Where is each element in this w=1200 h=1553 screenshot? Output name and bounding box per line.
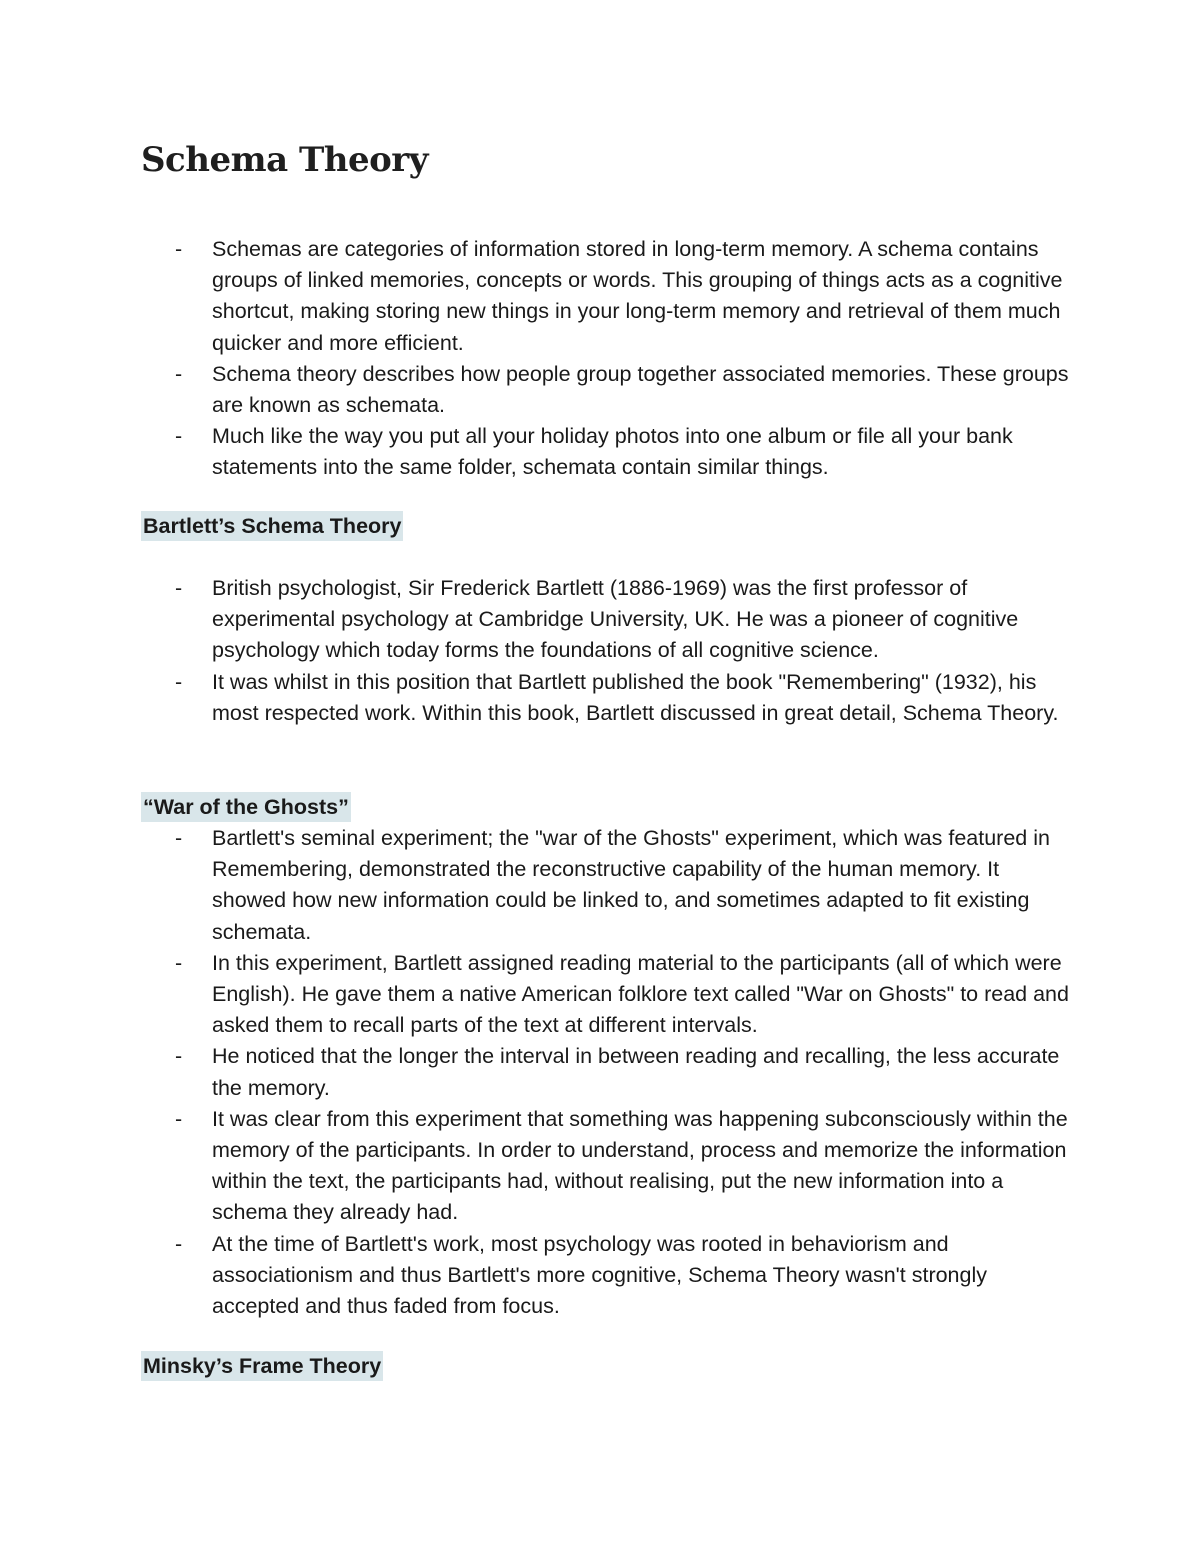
list-item xyxy=(0,421,1072,483)
list-item xyxy=(0,667,1072,729)
intro-list xyxy=(0,234,1072,484)
list-item xyxy=(0,1104,1072,1229)
list-item xyxy=(0,573,1072,667)
bullet-dash: - xyxy=(175,1044,183,1069)
list-item-text: In this experiment, Bartlett assigned reading material to the participants (all of which were English). He gave them a native American folklore text called "War on Ghosts" to read and asked them to recall parts of the text at different intervals. xyxy=(212,950,1069,1038)
list-item xyxy=(0,948,1072,1042)
bullet-dash: - xyxy=(175,237,183,261)
list-item xyxy=(0,234,1072,359)
section-heading-minsky: Minsky’s Frame Theory xyxy=(141,1351,383,1381)
list-item-text: He noticed that the longer the interval in between reading and recalling, the less accurate the memory. xyxy=(212,1044,1060,1100)
list-item-text: Schemas are categories of information stored in long-term memory. A schema contains groups of linked memories, concepts or words. This grouping of things acts as a cognitive shortcut, making storing new things in your long-term memory and retrieval of them much quicker and more efficient. xyxy=(212,237,1063,355)
list-item-text: It was clear from this experiment that something was happening subconsciously within the memory of the participants. In order to understand, process and memorize the information within the text, the participants had, without realising, put the new information into a schema they already had. xyxy=(212,1106,1068,1225)
bullet-dash: - xyxy=(175,1106,183,1131)
bullet-dash: - xyxy=(175,361,183,386)
ghosts-list xyxy=(0,823,1072,1322)
list-item-text: Much like the way you put all your holiday photos into one album or file all your bank statements into the same folder, schemata contain similar things. xyxy=(212,424,1013,480)
list-item-text: Bartlett's seminal experiment; the "war of the Ghosts" experiment, which was featured in Remembering, demonstrated the reconstructive capability of the human memory. It showed how new information could be linked to, and sometimes adapted to fit existing schemata. xyxy=(212,826,1050,944)
bullet-dash: - xyxy=(175,424,183,449)
list-item-text: At the time of Bartlett's work, most psychology was rooted in behaviorism and associationism and thus Bartlett's more cognitive, Schema Theory wasn't strongly accepted and thus faded from focus. xyxy=(212,1231,987,1319)
list-item-text: Schema theory describes how people group together associated memories. These groups are known as schemata. xyxy=(212,361,1069,418)
bullet-dash: - xyxy=(175,826,183,850)
bullet-dash: - xyxy=(175,1231,183,1256)
bullet-dash: - xyxy=(175,576,183,600)
section-heading-war-of-the-ghosts: “War of the Ghosts” xyxy=(141,792,351,822)
page-title: Schema Theory xyxy=(141,140,428,180)
list-item xyxy=(0,1229,1072,1323)
list-item xyxy=(0,1041,1072,1103)
list-item xyxy=(0,359,1072,421)
bullet-dash: - xyxy=(175,950,183,975)
bartlett-list xyxy=(0,573,1072,729)
list-item-text: It was whilst in this position that Bartlett published the book "Remembering" (1932), his most respected work. Within this book, Bartlett discussed in great detail, Schema Theory. xyxy=(212,669,1059,725)
section-heading-bartlett: Bartlett’s Schema Theory xyxy=(141,511,403,541)
list-item xyxy=(0,823,1072,948)
bullet-dash: - xyxy=(175,669,183,694)
list-item-text: British psychologist, Sir Frederick Bartlett (1886-1969) was the first professor of experimental psychology at Cambridge University, UK. He was a pioneer of cognitive psychology which today forms the foundations of all cognitive science. xyxy=(212,576,1019,663)
